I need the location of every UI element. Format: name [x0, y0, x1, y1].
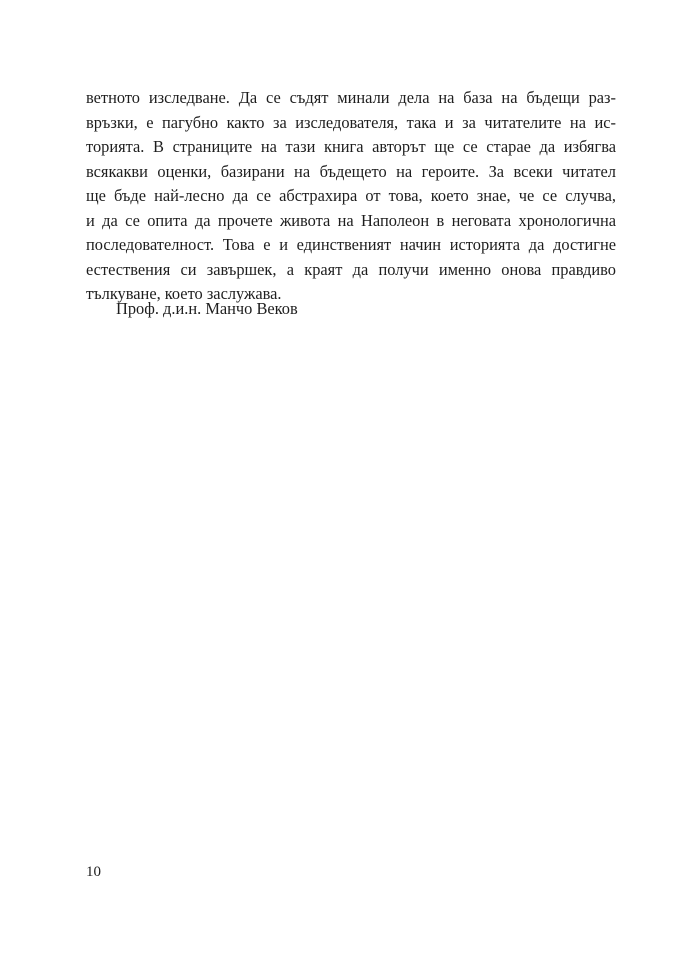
- paragraph-line-6: и да се опита да прочете живота на Наполеон в неговата хронологична: [86, 210, 616, 230]
- paragraph-line-9: тълкуване, което заслужава.: [86, 284, 282, 303]
- paragraph-line-7: последователност. Това е и единственият начин историята да достигне: [86, 235, 616, 254]
- paragraph-line-4: всякакви оценки, базирани на бъдещето на героите. За всеки читател: [86, 161, 616, 181]
- paragraph-line-5: ще бъде най-лесно да се абстрахира от това, което знае, че се случва,: [86, 186, 616, 205]
- paragraph-line-8: естествения си завършек, а краят да получи именно онова правдиво: [86, 259, 616, 279]
- page-number: 10: [86, 864, 101, 880]
- body-paragraph: [86, 86, 616, 307]
- author-signature: Проф. д.и.н. Манчо Веков: [116, 299, 298, 318]
- paragraph-line-3: торията. В страниците на тази книга авторът ще се старае да избягва: [86, 137, 616, 156]
- paragraph-line-2: връзки, е пагубно както за изследователя, така и за читателите на ис-: [86, 112, 616, 132]
- paragraph-line-1: ветното изследване. Да се съдят минали дела на база на бъдещи раз-: [86, 88, 616, 107]
